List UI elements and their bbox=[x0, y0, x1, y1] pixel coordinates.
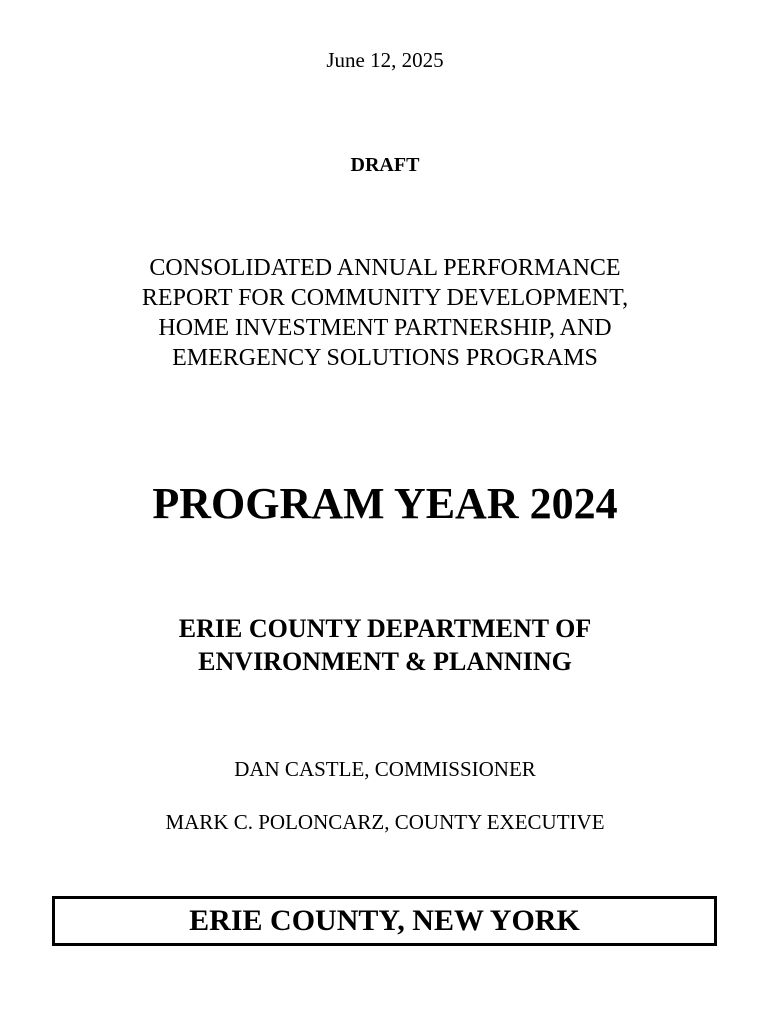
report-title-line: EMERGENCY SOLUTIONS PROGRAMS bbox=[172, 345, 598, 371]
draft-label: DRAFT bbox=[350, 154, 420, 176]
report-title-line: CONSOLIDATED ANNUAL PERFORMANCE bbox=[149, 255, 621, 281]
county-name-box bbox=[52, 896, 717, 946]
report-title-line: REPORT FOR COMMUNITY DEVELOPMENT, bbox=[141, 285, 629, 311]
county-name: ERIE COUNTY, NEW YORK bbox=[189, 904, 580, 937]
department-name-line: ERIE COUNTY DEPARTMENT OF bbox=[178, 614, 592, 643]
commissioner-name: DAN CASTLE, COMMISSIONER bbox=[234, 757, 536, 781]
report-title bbox=[0, 253, 770, 373]
department-name-line: ENVIRONMENT & PLANNING bbox=[198, 647, 572, 676]
report-date: June 12, 2025 bbox=[326, 48, 444, 72]
department-name bbox=[0, 612, 770, 678]
program-year-heading: PROGRAM YEAR 2024 bbox=[152, 479, 618, 528]
county-executive-name: MARK C. POLONCARZ, COUNTY EXECUTIVE bbox=[165, 810, 605, 834]
report-title-line: HOME INVESTMENT PARTNERSHIP, AND bbox=[158, 315, 612, 341]
